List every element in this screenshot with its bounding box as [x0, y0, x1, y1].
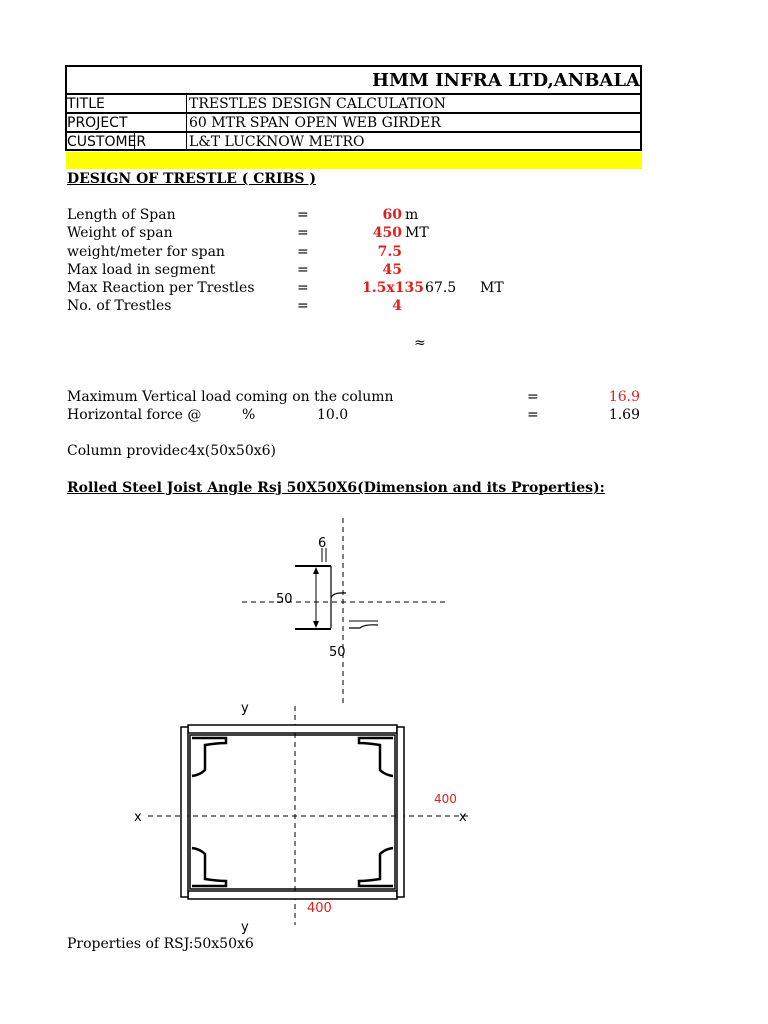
angle-profile	[331, 566, 346, 628]
vertical-load-equals: =	[527, 389, 539, 405]
param-value: 45	[382, 262, 402, 278]
horizontal-force-label: Horizontal force @	[67, 407, 202, 423]
corner-angle-tl	[192, 738, 226, 776]
param-value: 4	[392, 298, 402, 314]
param-label: Weight of span	[67, 225, 173, 241]
header-label-title: TITLE	[67, 96, 105, 112]
arrow-head-down	[313, 621, 319, 628]
param-unit: m	[405, 207, 419, 223]
param-label: Max load in segment	[67, 262, 216, 278]
vertical-load-label: Maximum Vertical load coming on the column	[67, 389, 394, 405]
param-unit: MT	[480, 280, 504, 296]
angle-horizontal-leg	[349, 625, 378, 628]
angle-section-diagram	[242, 518, 448, 706]
param-value: 450	[372, 225, 402, 241]
right-plate	[397, 727, 404, 897]
param-label: weight/meter for span	[67, 244, 225, 260]
section-title: DESIGN OF TRESTLE ( CRIBS )	[67, 171, 317, 187]
header-label-project: PROJECT	[67, 115, 128, 131]
bottom-plate	[188, 891, 397, 899]
dimension-label-bottom: 400	[307, 901, 332, 916]
corner-angle-tr	[359, 738, 393, 776]
header-label-customer: CUSTOMER	[67, 134, 147, 150]
corner-angle-br	[359, 848, 393, 886]
param-value: 7.5	[377, 244, 402, 260]
rsj-title: Rolled Steel Joist Angle Rsj 50X50X6(Dimension and its Properties):	[67, 480, 605, 496]
param-extra-value: 67.5	[425, 280, 457, 296]
param-label: Max Reaction per Trestles	[67, 280, 255, 296]
thickness-label: 6	[318, 536, 327, 551]
param-label: No. of Trestles	[67, 298, 172, 314]
header-value-customer: L&T LUCKNOW METRO	[189, 134, 365, 150]
arrow-head-up	[313, 567, 319, 574]
corner-angle-bl	[192, 848, 226, 886]
param-value: 1.5x135	[362, 280, 424, 296]
param-equals: =	[297, 207, 309, 223]
vertical-load-value: 16.9	[608, 389, 640, 405]
horizontal-force-value: 1.69	[608, 407, 640, 423]
param-unit: MT	[405, 225, 429, 241]
horizontal-force-rate: 10.0	[317, 407, 349, 423]
left-plate	[181, 727, 188, 897]
param-label: Length of Span	[67, 207, 176, 223]
horizontal-force-equals: =	[527, 407, 539, 423]
dimension-label-side: 400	[434, 792, 457, 806]
properties-label: Properties of RSJ:50x50x6	[67, 936, 254, 952]
column-provided: Column providec4x(50x50x6)	[67, 443, 276, 459]
param-equals: =	[297, 244, 309, 260]
header-value-project: 60 MTR SPAN OPEN WEB GIRDER	[189, 115, 441, 131]
header-value-title: TRESTLES DESIGN CALCULATION	[189, 96, 446, 112]
horizontal-leg-label: 50	[329, 645, 346, 660]
param-equals: =	[297, 298, 309, 314]
axis-label-y-top: y	[241, 701, 249, 716]
param-equals: =	[297, 280, 309, 296]
param-value: 60	[382, 207, 402, 223]
approx-symbol: ≈	[414, 335, 426, 351]
axis-label-y-bottom: y	[241, 920, 249, 935]
param-equals: =	[297, 262, 309, 278]
axis-label-x-left: x	[134, 810, 142, 825]
param-equals: =	[297, 225, 309, 241]
inner-box	[190, 735, 395, 889]
axis-label-x-right: x	[459, 810, 467, 825]
company-name: HMM INFRA LTD,ANBALA	[371, 70, 640, 91]
column-section-diagram	[134, 701, 470, 935]
vertical-leg-label: 50	[276, 592, 293, 607]
top-plate	[188, 725, 397, 733]
horizontal-force-percent: %	[242, 407, 256, 423]
